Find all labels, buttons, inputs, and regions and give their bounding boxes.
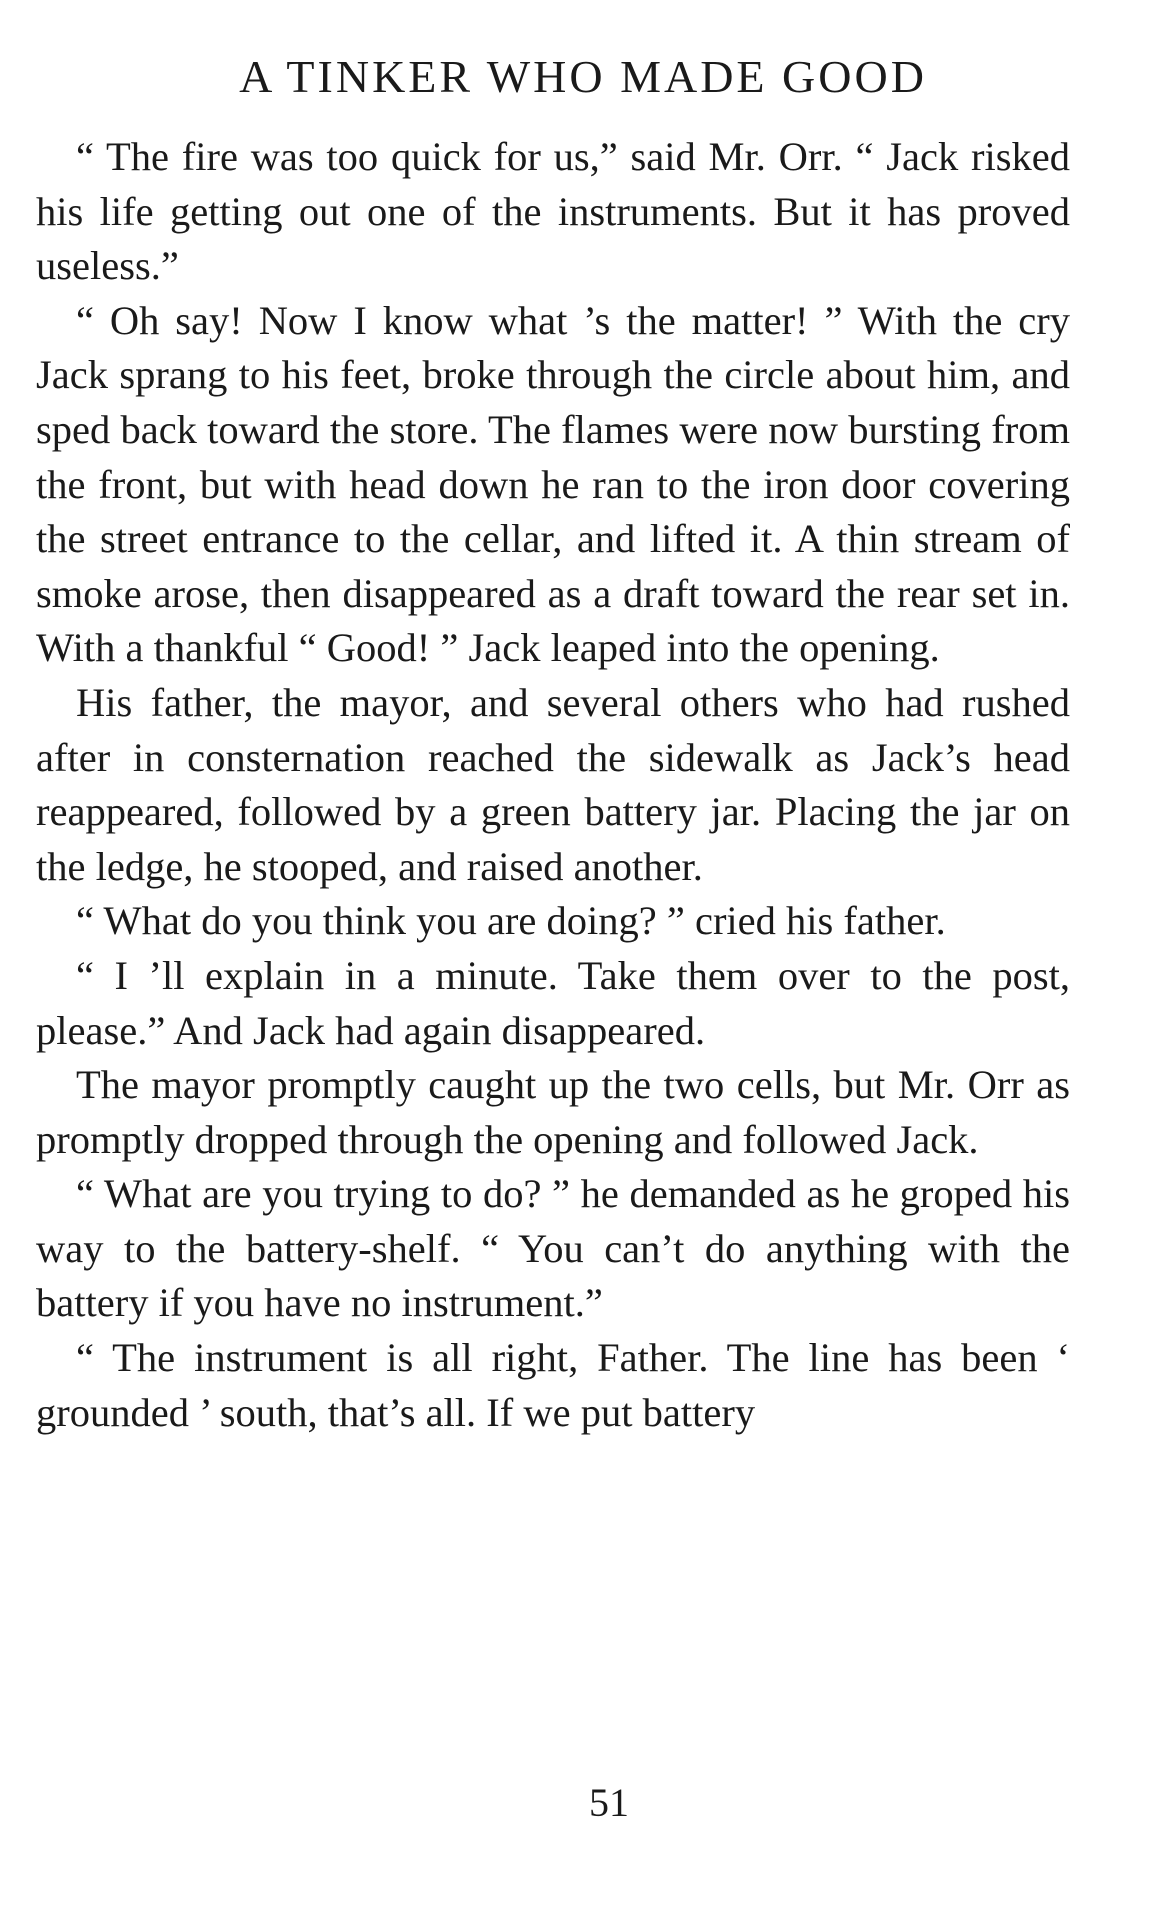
- paragraph: The mayor promptly caught up the two cells, but Mr. Orr as promptly dropped through the opening and followed Jack.: [36, 1062, 1070, 1162]
- running-head: A TINKER WHO MADE GOOD: [239, 51, 927, 102]
- paragraph: “ What are you trying to do? ” he demanded as he groped his way to the battery-shelf. “ You can’t do anything with the battery if you have no instrument.”: [36, 1171, 1070, 1326]
- paragraph: “ I ’ll explain in a minute. Take them over to the post, please.” And Jack had again disappeared.: [36, 952, 1070, 1053]
- paragraph: His father, the mayor, and several others who had rushed after in consternation reached the sidewalk as Jack’s head reappeared, followed by a green battery jar. Placing the jar on the ledge, he stooped, and raised another.: [36, 679, 1070, 889]
- body-text: [36, 130, 1070, 1440]
- paragraph: “ The instrument is all right, Father. The line has been ‘ grounded ’ south, that’s all. If we put battery: [36, 1335, 1070, 1435]
- book-page: [36, 40, 1070, 1440]
- paragraph: “ The fire was too quick for us,” said Mr. Orr. “ Jack risked his life getting out one of the instruments. But it has proved useless.”: [36, 134, 1070, 289]
- page-number: 51: [589, 1780, 629, 1825]
- paragraph: “ What do you think you are doing? ” cried his father.: [76, 898, 946, 944]
- paragraph: “ Oh say! Now I know what ’s the matter! ” With the cry Jack sprang to his feet, broke through the circle about him, and sped back toward the store. The flames were now bursting from the front, but with head down he ran to the iron door covering the street entrance to the cellar, and lifted it. A thin stream of smoke arose, then disappeared as a draft toward the rear set in. With a thankful “ Good! ” Jack leaped into the opening.: [36, 297, 1070, 671]
